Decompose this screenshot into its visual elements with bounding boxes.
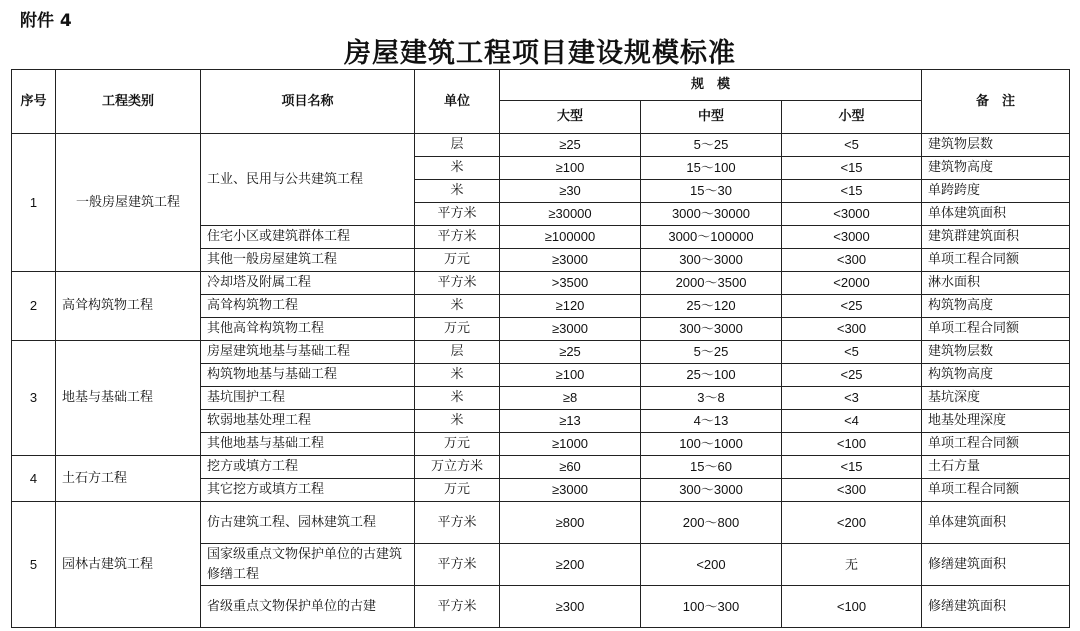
small-cell: <25 [782, 364, 922, 387]
large-cell: ≥13 [500, 410, 641, 433]
remark-cell: 建筑群建筑面积 [922, 226, 1070, 249]
project-cell: 基坑围护工程 [201, 387, 415, 410]
seq-cell: 5 [12, 502, 56, 628]
small-cell: <15 [782, 456, 922, 479]
category-cell: 一般房屋建筑工程 [56, 134, 201, 272]
remark-cell: 单体建筑面积 [922, 502, 1070, 544]
unit-cell: 米 [415, 364, 500, 387]
unit-cell: 米 [415, 387, 500, 410]
large-cell: ≥30 [500, 180, 641, 203]
large-cell: ≥120 [500, 295, 641, 318]
table-row [12, 134, 1070, 157]
project-cell: 工业、民用与公共建筑工程 [201, 134, 415, 226]
table-row [12, 272, 1070, 295]
unit-cell: 万元 [415, 318, 500, 341]
project-cell: 省级重点文物保护单位的古建 [201, 586, 415, 628]
large-cell: ≥200 [500, 544, 641, 586]
large-cell: ≥300 [500, 586, 641, 628]
project-cell: 其他一般房屋建筑工程 [201, 249, 415, 272]
remark-cell: 建筑物层数 [922, 341, 1070, 364]
remark-cell: 建筑物层数 [922, 134, 1070, 157]
large-cell: ≥8 [500, 387, 641, 410]
project-cell: 冷却塔及附属工程 [201, 272, 415, 295]
medium-cell: 2000～3500 [641, 272, 782, 295]
table-row [12, 456, 1070, 479]
project-cell: 其它挖方或填方工程 [201, 479, 415, 502]
header-remark: 备 注 [922, 70, 1070, 134]
header-medium: 中型 [641, 101, 782, 134]
medium-cell: 4～13 [641, 410, 782, 433]
unit-cell: 米 [415, 157, 500, 180]
project-cell: 国家级重点文物保护单位的古建筑修缮工程 [201, 544, 415, 586]
small-cell: <2000 [782, 272, 922, 295]
small-cell: <15 [782, 157, 922, 180]
medium-cell: 100～300 [641, 586, 782, 628]
small-cell: <25 [782, 295, 922, 318]
unit-cell: 万元 [415, 433, 500, 456]
category-cell: 土石方工程 [56, 456, 201, 502]
category-cell: 高耸构筑物工程 [56, 272, 201, 341]
medium-cell: 3～8 [641, 387, 782, 410]
medium-cell: 3000～30000 [641, 203, 782, 226]
unit-cell: 万元 [415, 479, 500, 502]
small-cell: <3 [782, 387, 922, 410]
header-small: 小型 [782, 101, 922, 134]
medium-cell: 100～1000 [641, 433, 782, 456]
unit-cell: 平方米 [415, 272, 500, 295]
unit-cell: 平方米 [415, 502, 500, 544]
seq-cell: 3 [12, 341, 56, 456]
small-cell: 无 [782, 544, 922, 586]
large-cell: ≥100 [500, 364, 641, 387]
medium-cell: 15～30 [641, 180, 782, 203]
remark-cell: 单项工程合同额 [922, 433, 1070, 456]
header-large: 大型 [500, 101, 641, 134]
small-cell: <5 [782, 134, 922, 157]
project-cell: 挖方或填方工程 [201, 456, 415, 479]
remark-cell: 单跨跨度 [922, 180, 1070, 203]
medium-cell: 300～3000 [641, 318, 782, 341]
remark-cell: 修缮建筑面积 [922, 586, 1070, 628]
large-cell: ≥25 [500, 341, 641, 364]
header-unit: 单位 [415, 70, 500, 134]
large-cell: ≥1000 [500, 433, 641, 456]
remark-cell: 单项工程合同额 [922, 249, 1070, 272]
small-cell: <100 [782, 433, 922, 456]
medium-cell: 25～100 [641, 364, 782, 387]
remark-cell: 单体建筑面积 [922, 203, 1070, 226]
small-cell: <15 [782, 180, 922, 203]
remark-cell: 淋水面积 [922, 272, 1070, 295]
small-cell: <200 [782, 502, 922, 544]
small-cell: <5 [782, 341, 922, 364]
unit-cell: 层 [415, 341, 500, 364]
table-row [12, 502, 1070, 544]
large-cell: ≥30000 [500, 203, 641, 226]
small-cell: <4 [782, 410, 922, 433]
medium-cell: 25～120 [641, 295, 782, 318]
remark-cell: 构筑物高度 [922, 295, 1070, 318]
medium-cell: 300～3000 [641, 479, 782, 502]
medium-cell: 15～100 [641, 157, 782, 180]
remark-cell: 构筑物高度 [922, 364, 1070, 387]
project-cell: 构筑物地基与基础工程 [201, 364, 415, 387]
category-cell: 地基与基础工程 [56, 341, 201, 456]
unit-cell: 平方米 [415, 544, 500, 586]
large-cell: ≥100 [500, 157, 641, 180]
category-cell: 园林古建筑工程 [56, 502, 201, 628]
remark-cell: 建筑物高度 [922, 157, 1070, 180]
project-cell: 其他高耸构筑物工程 [201, 318, 415, 341]
unit-cell: 米 [415, 410, 500, 433]
header-category: 工程类别 [56, 70, 201, 134]
remark-cell: 修缮建筑面积 [922, 544, 1070, 586]
header-project: 项目名称 [201, 70, 415, 134]
remark-cell: 单项工程合同额 [922, 479, 1070, 502]
small-cell: <3000 [782, 203, 922, 226]
large-cell: ≥3000 [500, 318, 641, 341]
unit-cell: 米 [415, 180, 500, 203]
remark-cell: 地基处理深度 [922, 410, 1070, 433]
header-seq: 序号 [12, 70, 56, 134]
table-row [12, 341, 1070, 364]
medium-cell: 15～60 [641, 456, 782, 479]
large-cell: ≥3000 [500, 249, 641, 272]
large-cell: ≥60 [500, 456, 641, 479]
unit-cell: 米 [415, 295, 500, 318]
medium-cell: 5～25 [641, 134, 782, 157]
large-cell: ≥25 [500, 134, 641, 157]
medium-cell: 200～800 [641, 502, 782, 544]
seq-cell: 2 [12, 272, 56, 341]
project-cell: 软弱地基处理工程 [201, 410, 415, 433]
scale-standard-table [11, 69, 1070, 628]
annex-label: 附件 4 [20, 11, 72, 31]
unit-cell: 平方米 [415, 226, 500, 249]
small-cell: <300 [782, 249, 922, 272]
seq-cell: 1 [12, 134, 56, 272]
large-cell: >3500 [500, 272, 641, 295]
large-cell: ≥800 [500, 502, 641, 544]
remark-cell: 土石方量 [922, 456, 1070, 479]
remark-cell: 基坑深度 [922, 387, 1070, 410]
remark-cell: 单项工程合同额 [922, 318, 1070, 341]
small-cell: <300 [782, 318, 922, 341]
table-body [12, 134, 1070, 628]
small-cell: <100 [782, 586, 922, 628]
header-scale: 规 模 [500, 70, 922, 101]
unit-cell: 平方米 [415, 203, 500, 226]
project-cell: 住宅小区或建筑群体工程 [201, 226, 415, 249]
medium-cell: 5～25 [641, 341, 782, 364]
seq-cell: 4 [12, 456, 56, 502]
unit-cell: 万立方米 [415, 456, 500, 479]
unit-cell: 平方米 [415, 586, 500, 628]
unit-cell: 层 [415, 134, 500, 157]
project-cell: 高耸构筑物工程 [201, 295, 415, 318]
medium-cell: <200 [641, 544, 782, 586]
large-cell: ≥100000 [500, 226, 641, 249]
project-cell: 仿古建筑工程、园林建筑工程 [201, 502, 415, 544]
project-cell: 房屋建筑地基与基础工程 [201, 341, 415, 364]
medium-cell: 3000～100000 [641, 226, 782, 249]
project-cell: 其他地基与基础工程 [201, 433, 415, 456]
large-cell: ≥3000 [500, 479, 641, 502]
small-cell: <3000 [782, 226, 922, 249]
medium-cell: 300～3000 [641, 249, 782, 272]
page-title: 房屋建筑工程项目建设规模标准 [344, 38, 736, 69]
unit-cell: 万元 [415, 249, 500, 272]
small-cell: <300 [782, 479, 922, 502]
